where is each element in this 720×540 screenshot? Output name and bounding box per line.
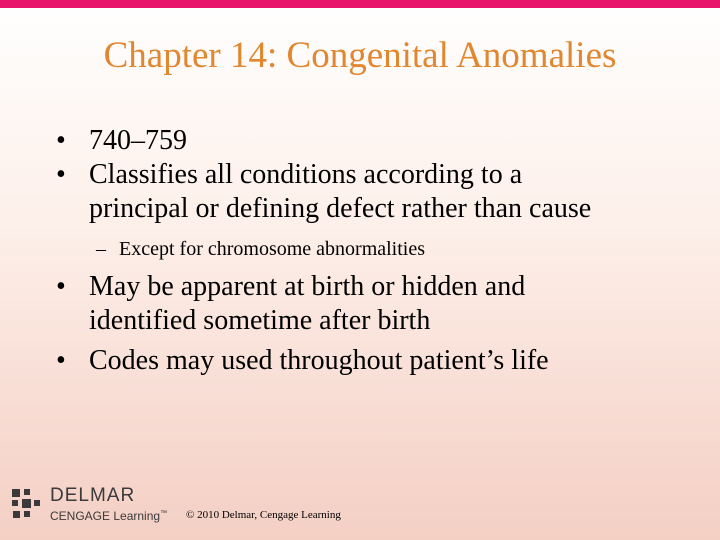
bullet-marker: • bbox=[56, 271, 66, 302]
bullet-text: 740–759 bbox=[89, 125, 187, 156]
logo-name: DELMAR bbox=[50, 485, 136, 506]
top-accent-bar bbox=[0, 0, 720, 8]
bullet-marker: • bbox=[56, 125, 66, 156]
logo-tagline-text: CENGAGE Learning bbox=[50, 509, 161, 523]
bullet-text-line: May be apparent at birth or hidden and bbox=[89, 271, 526, 302]
slide-title: Chapter 14: Congenital Anomalies bbox=[103, 35, 617, 76]
bullet-item bbox=[56, 124, 696, 158]
sub-bullet-marker: – bbox=[96, 238, 106, 260]
trademark-symbol: ™ bbox=[160, 510, 168, 517]
bullet-text: Codes may used throughout patient’s life bbox=[89, 345, 549, 376]
bullet-item bbox=[56, 270, 696, 338]
sub-bullet-text: Except for chromosome abnormalities bbox=[119, 238, 426, 260]
bullet-item bbox=[56, 344, 696, 378]
bullet-marker: • bbox=[56, 345, 66, 376]
sub-bullet-item bbox=[56, 236, 696, 262]
bullet-marker: • bbox=[56, 159, 66, 190]
slide-content bbox=[56, 124, 696, 378]
slide-footer bbox=[10, 486, 570, 526]
copyright-notice: © 2010 Delmar, Cengage Learning bbox=[186, 509, 341, 521]
bullet-text-line: Classifies all conditions according to a bbox=[89, 159, 523, 190]
bullet-text-line: principal or defining defect rather than cause bbox=[89, 193, 592, 224]
bullet-text-line: identified sometime after birth bbox=[89, 305, 431, 336]
delmar-logo-icon bbox=[10, 486, 46, 522]
logo-tagline bbox=[50, 507, 167, 523]
bullet-item bbox=[56, 158, 696, 226]
